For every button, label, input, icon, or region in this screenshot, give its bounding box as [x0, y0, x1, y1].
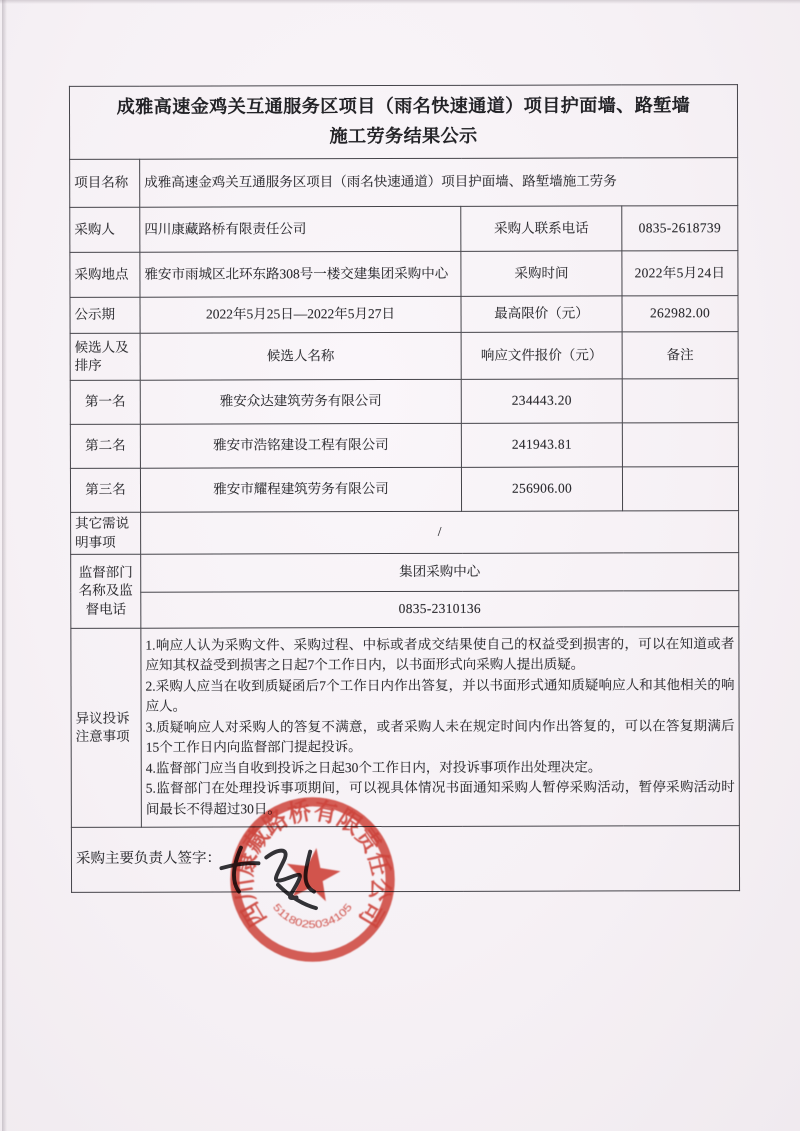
other-notes-row [71, 511, 739, 555]
seal-company-text: 四川康藏路桥有限责任公司 [230, 797, 395, 932]
signature-label: 采购主要负责人签字： [75, 850, 221, 868]
purchaser-phone-value: 0835-2618739 [622, 206, 738, 251]
project-name-label: 项目名称 [70, 159, 140, 207]
supervision-phone-row [71, 591, 739, 629]
title-row [69, 85, 737, 160]
purchase-time-label: 采购时间 [461, 251, 622, 296]
candidates-header-row [70, 332, 738, 381]
supervision-label: 监督部门名称及监督电话 [71, 554, 141, 628]
title-line-2: 施工劳务结果公示 [329, 125, 478, 147]
candidate-row-2 [70, 423, 738, 469]
document-title [69, 85, 737, 160]
purchase-time-value: 2022年5月24日 [622, 251, 738, 296]
remark-header: 备注 [622, 332, 738, 379]
objection-item-1: 1.响应人认为采购文件、采购过程、中标或者成交结果使自己的权益受到损害的，可以在知道或者应知其权益受到损害之日起7个工作日内，以书面形式向采购人提出质疑。 [145, 635, 735, 673]
candidate-3-quote: 256906.00 [461, 467, 622, 511]
title-line-1: 成雅高速金鸡关互通服务区项目（雨名快速通道）项目护面墙、路堑墙 [116, 95, 691, 118]
paper-left-edge-shadow [2, 0, 7, 1131]
supervision-phone-value: 0835-2310136 [141, 591, 739, 629]
objection-items [141, 627, 740, 828]
candidate-1-remark [622, 379, 738, 423]
signature-row [71, 826, 739, 893]
publicity-period-row [70, 296, 738, 334]
candidate-2-remark [622, 423, 738, 467]
candidate-1-quote: 234443.20 [461, 379, 622, 423]
location-label: 采购地点 [70, 252, 140, 297]
announcement-table [69, 84, 740, 893]
max-price-value: 262982.00 [622, 296, 738, 332]
max-price-label: 最高限价（元） [461, 296, 622, 332]
svg-text:5118025034105 [270, 902, 355, 931]
rank-3-label: 第三名 [70, 468, 140, 512]
rank-2-label: 第二名 [70, 424, 140, 468]
objection-item-2: 2.采购人应当在收到质疑函后7个工作日内作出答复，并以书面形式通知质疑响应人和其他相关的响应人。 [145, 676, 735, 714]
purchaser-phone-label: 采购人联系电话 [461, 206, 622, 251]
publicity-period-value: 2022年5月25日—2022年5月27日 [140, 296, 461, 333]
objection-item-5: 5.监督部门在处理投诉事项期间，可以视具体情况书面通知采购人暂停采购活动，暂停采购活动时间最长不得超过30日。 [145, 779, 735, 817]
candidate-1-name: 雅安众达建筑劳务有限公司 [140, 379, 461, 424]
project-name-row [70, 158, 738, 208]
candidate-row-1 [70, 379, 738, 425]
paper-top-edge-shadow [0, 0, 800, 4]
location-value: 雅安市雨城区北环东路308号一楼交建集团采购中心 [140, 251, 461, 297]
candidate-name-header: 候选人名称 [140, 332, 461, 380]
purchaser-label: 采购人 [70, 207, 140, 252]
location-row [70, 251, 738, 298]
seal-code-text: 5118025034105 [270, 902, 354, 931]
candidate-row-3 [70, 467, 738, 513]
candidate-3-remark [622, 467, 738, 511]
candidate-3-name: 雅安市耀程建筑劳务有限公司 [140, 467, 461, 512]
signature-cell [71, 826, 739, 893]
quote-header: 响应文件报价（元） [461, 332, 622, 379]
objection-notice-row [71, 627, 740, 828]
objection-label: 异议投诉注意事项 [71, 628, 142, 827]
other-notes-value: / [141, 511, 739, 555]
purchaser-value: 四川康藏路桥有限责任公司 [140, 206, 461, 252]
objection-item-4: 4.监督部门应当自收到投诉之日起30个工作日内，对投诉事项作出处理决定。 [145, 759, 602, 776]
other-notes-label: 其它需说明事项 [71, 512, 141, 554]
project-name-value: 成雅高速金鸡关互通服务区项目（雨名快速通道）项目护面墙、路堑墙施工劳务 [140, 158, 738, 208]
rank-1-label: 第一名 [70, 380, 140, 424]
candidates-label: 候选人及排序 [70, 333, 140, 380]
candidate-2-name: 雅安市浩铭建设工程有限公司 [140, 423, 461, 468]
purchaser-row [70, 206, 738, 253]
candidate-2-quote: 241943.81 [461, 423, 622, 467]
supervision-dept-value: 集团采购中心 [141, 553, 739, 593]
supervision-dept-row [71, 553, 739, 593]
objection-item-3: 3.质疑响应人对采购人的答复不满意，或者采购人未在规定时间内作出答复的，可以在答复期满后15个工作日内向监督部门提起投诉。 [145, 717, 735, 755]
publicity-period-label: 公示期 [70, 297, 140, 333]
